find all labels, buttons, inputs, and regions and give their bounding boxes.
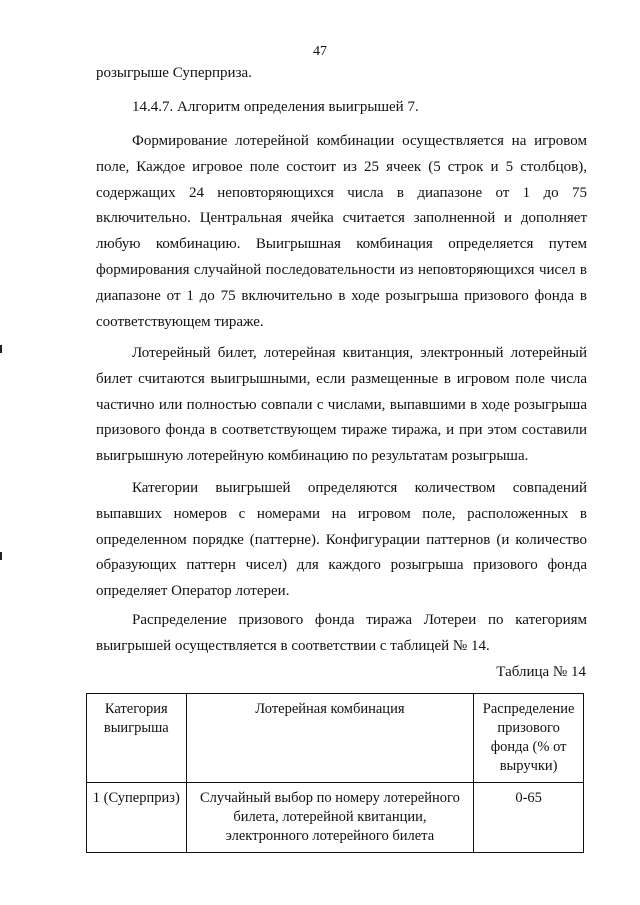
prize-distribution-table bbox=[86, 693, 584, 853]
cell-combination: Случайный выбор по номеру лотерейного билета, лотерейной квитанции, электронного лотерейного билета bbox=[186, 783, 474, 853]
paragraph: Формирование лотерейной комбинации осуществляется на игровом поле, Каждое игровое поле состоит из 25 ячеек (5 строк и 5 столбцов), содержащих 24 неповторяющихся числа в диапазоне от 1 до 75 включительно. Центральная ячейка считается заполненной и дополняет любую комбинацию. Выигрышная комбинация определяется путем формирования случайной последовательности из неповторяющихся чисел в диапазоне от 1 до 75 включительно в ходе розыгрыша призового фонда в соответствующем тираже. bbox=[96, 133, 587, 330]
continuation-line: розыгрыше Суперприза. bbox=[96, 65, 252, 81]
header-category: Категория выигрыша bbox=[87, 694, 187, 783]
scan-edge-mark bbox=[0, 552, 2, 560]
header-distribution: Распределение призового фонда (% от выручки) bbox=[474, 694, 584, 783]
scan-edge-mark bbox=[0, 345, 2, 353]
section-heading: 14.4.7. Алгоритм определения выигрышей 7. bbox=[132, 99, 419, 115]
table-row bbox=[87, 783, 584, 853]
paragraph: Лотерейный билет, лотерейная квитанция, электронный лотерейный билет считаются выигрышными, если размещенные в игровом поле числа частично или полностью совпали с числами, выпавшими в ходе розыгрыша призового фонда в соответствующем тираже тиража, и при этом составили выигрышную лотерейную комбинацию по результатам розыгрыша. bbox=[96, 345, 587, 465]
header-combination: Лотерейная комбинация bbox=[186, 694, 474, 783]
paragraph: Распределение призового фонда тиража Лотереи по категориям выигрышей осуществляется в соответствии с таблицей № 14. bbox=[96, 612, 587, 654]
table-caption: Таблица № 14 bbox=[496, 664, 586, 680]
cell-category: 1 (Суперприз) bbox=[87, 783, 187, 853]
table-header-row bbox=[87, 694, 584, 783]
page-number: 47 bbox=[313, 44, 327, 59]
paragraph: Категории выигрышей определяются количеством совпадений выпавших номеров с номерами на игровом поле, расположенных в определенном порядке (паттерне). Конфигурации паттернов (и количество образующих паттерн чисел) для каждого розыгрыша призового фонда определяет Оператор лотереи. bbox=[96, 480, 587, 600]
cell-distribution: 0-65 bbox=[474, 783, 584, 853]
